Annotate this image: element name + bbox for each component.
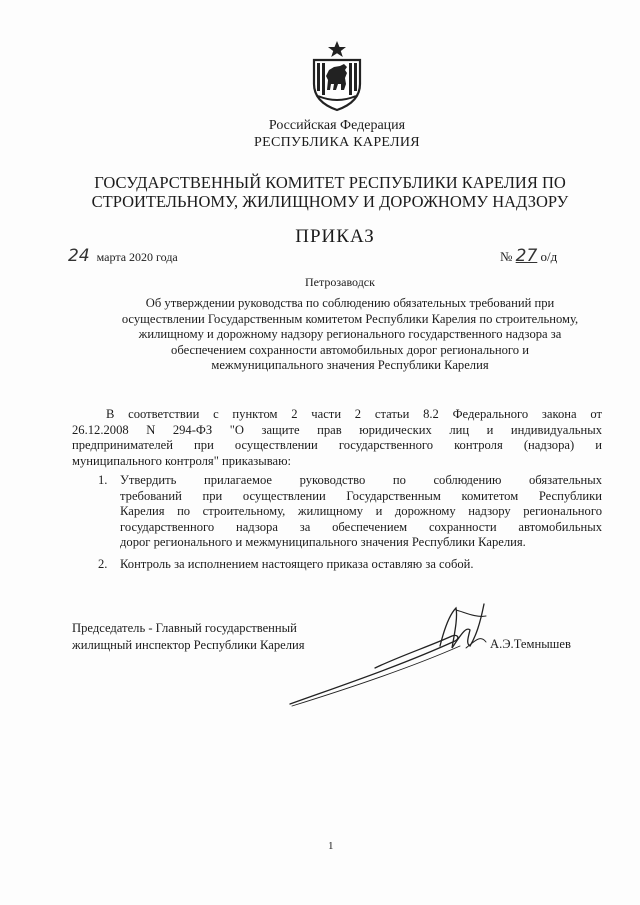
order-number-value: 27 xyxy=(515,246,538,266)
order-item-line: Контроль за исполнением настоящего приказа оставляю за собой. xyxy=(120,557,474,571)
preamble-line: В соответствии с пунктом 2 части 2 статьи 8.2 Федерального закона от xyxy=(106,407,602,421)
order-date xyxy=(68,246,178,266)
subject-line: осуществлении Государственным комитетом Республики Карелия по строительному, xyxy=(121,311,579,326)
order-item-number: 1. xyxy=(98,473,108,487)
order-date-day: 24 xyxy=(68,246,90,266)
order-city: Петрозаводск xyxy=(305,275,375,289)
order-item-2 xyxy=(98,557,602,575)
order-item-text xyxy=(120,473,602,551)
subject-line: межмуниципального значения Республики Карелия xyxy=(211,358,489,372)
order-item-line: государственного надзора за обеспечением сохранности автомобильных xyxy=(120,519,602,534)
karelia-coat-of-arms-icon xyxy=(308,40,366,112)
order-item-line: требований при осуществлении Государственным комитетом Республики xyxy=(120,488,602,503)
page-number: 1 xyxy=(328,840,334,852)
star-shape xyxy=(328,41,346,57)
signature-graphic xyxy=(280,596,500,716)
order-number-prefix: № xyxy=(500,249,513,264)
order-date-month-year: марта 2020 года xyxy=(96,250,178,264)
order-subject xyxy=(80,296,620,374)
country-name: Российская Федерация xyxy=(268,118,406,133)
subject-line: обеспечением сохранности автомобильных дорог регионального и xyxy=(171,342,529,357)
preamble-line: 26.12.2008 N 294-ФЗ "О защите прав юридических лиц и индивидуальных xyxy=(72,422,602,437)
order-number-suffix: о/д xyxy=(540,249,558,264)
order-number xyxy=(500,246,557,266)
order-item-line: Карелия по строительному, жилищному и дорожному надзору регионального xyxy=(120,504,602,518)
handwritten-signature-icon xyxy=(280,596,500,716)
order-item-line: Утвердить прилагаемое руководство по соблюдению обязательных xyxy=(120,473,602,487)
preamble-line: муниципального контроля" приказываю: xyxy=(72,453,292,468)
order-item-line: дорог регионального и межмуниципального значения Республики Карелия. xyxy=(120,535,526,549)
preamble-line: предпринимателей при осуществлении государственного контроля (надзора) и xyxy=(72,438,602,452)
republic-name: РЕСПУБЛИКА КАРЕЛИЯ xyxy=(254,135,420,150)
signer-name: А.Э.Темнышев xyxy=(490,637,571,651)
committee-name-line-2: СТРОИТЕЛЬНОМУ, ЖИЛИЩНОМУ И ДОРОЖНОМУ НАДЗОРУ xyxy=(91,192,569,211)
committee-name-line-1: ГОСУДАРСТВЕННЫЙ КОМИТЕТ РЕСПУБЛИКИ КАРЕЛИЯ ПО xyxy=(94,173,566,192)
subject-line: Об утверждении руководства по соблюдению обязательных требований при xyxy=(145,296,555,310)
coat-of-arms-graphic xyxy=(308,40,366,112)
order-item-text xyxy=(120,557,602,573)
order-title: ПРИКАЗ xyxy=(295,226,375,247)
subject-line: жилищному и дорожному надзору регионального государственного надзора за xyxy=(138,327,562,341)
order-item-1 xyxy=(98,473,602,553)
order-item-number: 2. xyxy=(98,557,108,571)
preamble-paragraph xyxy=(72,407,602,469)
signer-position-line-2: жилищный инспектор Республики Карелия xyxy=(72,638,305,652)
signer-position xyxy=(72,620,305,654)
signer-position-line-1: Председатель - Главный государственный xyxy=(72,621,297,635)
